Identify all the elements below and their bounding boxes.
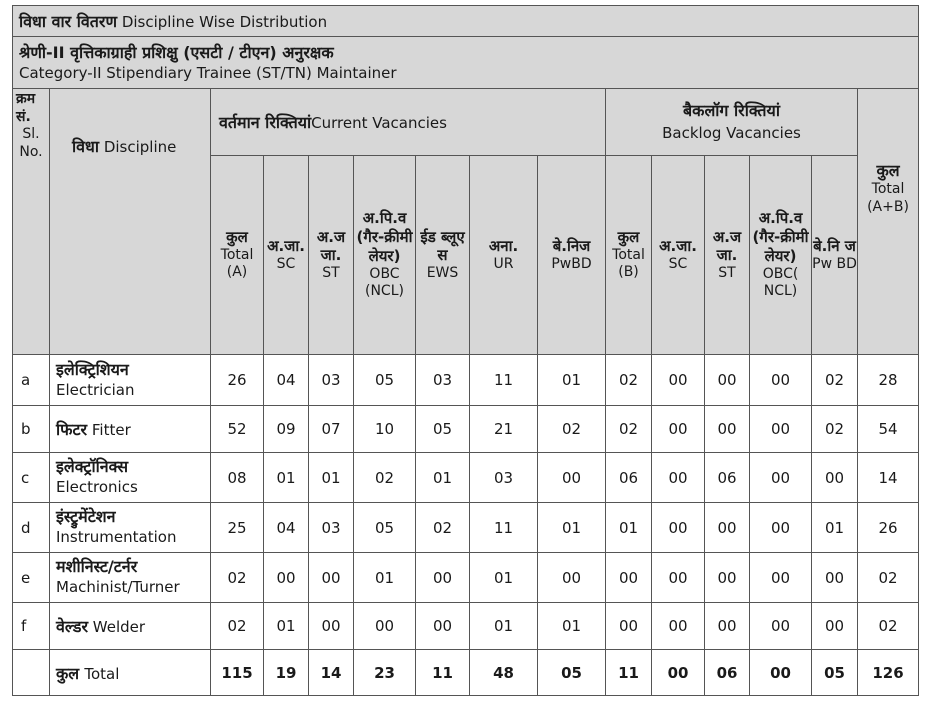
bl-col-english: Pw BD (812, 255, 857, 272)
row-value: 02 (812, 406, 858, 453)
cur-col-english: SC (276, 255, 296, 272)
cur-col-header (470, 156, 538, 355)
row-value: 52 (211, 406, 264, 453)
title-english: Discipline Wise Distribution (121, 13, 328, 31)
row-value: 05 (416, 406, 470, 453)
discipline-hindi: फिटर (56, 420, 88, 439)
total-value: 00 (652, 650, 705, 696)
total-label (50, 650, 211, 696)
row-sl: f (13, 603, 50, 650)
total-row (13, 650, 919, 696)
row-value: 00 (705, 553, 750, 603)
category-hindi: श्रेणी-II वृत्तिकाग्राही प्रशिक्षु (एसटी / टीएन) अनुरक्षक (19, 42, 334, 62)
row-value: 00 (606, 603, 652, 650)
bl-col-english: SC (668, 255, 688, 272)
row-value: 05 (354, 503, 416, 553)
cur-col-hindi: अ.जा. (267, 236, 305, 255)
row-value: 01 (538, 355, 606, 406)
discipline-hindi: इंस्ट्रुमेंटेशन (56, 507, 116, 527)
discipline-english: Machinist/Turner (56, 578, 180, 597)
row-value: 07 (309, 406, 354, 453)
total-value: 05 (812, 650, 858, 696)
row-value: 00 (750, 406, 812, 453)
row-value: 01 (812, 503, 858, 553)
cur-col-hindi: ईड ब्लूए स (420, 227, 465, 265)
discipline-english: Fitter (91, 421, 131, 439)
bl-col-header (750, 156, 812, 355)
row-discipline (50, 355, 211, 406)
total-value: 48 (470, 650, 538, 696)
row-value: 01 (470, 603, 538, 650)
distribution-table (12, 5, 919, 696)
row-value: 02 (211, 603, 264, 650)
bl-col-header (652, 156, 705, 355)
table-row (13, 503, 919, 553)
row-value: 00 (750, 553, 812, 603)
row-value: 06 (606, 453, 652, 503)
discipline-header-english: Discipline (103, 138, 177, 156)
discipline-english: Welder (92, 618, 146, 636)
row-value: 00 (705, 503, 750, 553)
total-value: 115 (211, 650, 264, 696)
bl-col-hindi: कुल (617, 228, 640, 247)
bl-col-english: ST (718, 265, 736, 281)
row-value: 00 (416, 603, 470, 650)
bl-col-hindi: अ.पि.व (गैर-क्रीमी लेयर) (752, 209, 809, 265)
bl-col-hindi: अ.ज जा. (712, 227, 742, 265)
row-value: 26 (211, 355, 264, 406)
discipline-hindi: वेल्डर (56, 617, 89, 636)
total-value: 11 (416, 650, 470, 696)
row-value: 00 (652, 453, 705, 503)
backlog-header-english: Backlog Vacancies (662, 123, 801, 142)
row-value: 00 (416, 553, 470, 603)
row-value: 00 (652, 603, 705, 650)
current-header-english: Current Vacancies (311, 114, 447, 132)
row-value: 00 (652, 553, 705, 603)
total-value: 23 (354, 650, 416, 696)
discipline-hindi: मशीनिस्ट/टर्नर (56, 557, 138, 577)
row-value: 01 (309, 453, 354, 503)
row-value: 00 (750, 355, 812, 406)
cur-col-english: OBC (NCL) (365, 265, 404, 300)
row-value: 03 (309, 355, 354, 406)
row-value: 02 (858, 553, 919, 603)
row-value: 25 (211, 503, 264, 553)
row-value: 00 (309, 553, 354, 603)
row-sl: a (13, 355, 50, 406)
row-value: 00 (309, 603, 354, 650)
table-row (13, 355, 919, 406)
row-value: 05 (354, 355, 416, 406)
row-value: 02 (211, 553, 264, 603)
row-value: 03 (416, 355, 470, 406)
row-value: 00 (264, 553, 309, 603)
bl-col-header (606, 156, 652, 355)
row-value: 01 (264, 603, 309, 650)
cur-col-header (211, 156, 264, 355)
total-value: 11 (606, 650, 652, 696)
row-value: 01 (354, 553, 416, 603)
row-value: 02 (606, 406, 652, 453)
row-sl: d (13, 503, 50, 553)
row-sl: b (13, 406, 50, 453)
row-value: 00 (606, 553, 652, 603)
row-value: 03 (470, 453, 538, 503)
cur-col-header (354, 156, 416, 355)
row-value: 01 (538, 603, 606, 650)
total-value: 14 (309, 650, 354, 696)
sl-header (13, 89, 50, 355)
row-value: 01 (538, 503, 606, 553)
sl-header-hindi: क्रम सं. (16, 91, 36, 125)
grand-total-hindi: कुल (876, 161, 900, 180)
row-value: 28 (858, 355, 919, 406)
discipline-english: Instrumentation (56, 528, 177, 547)
cur-col-hindi: अ.पि.व (गैर-क्रीमी लेयर) (356, 209, 413, 265)
bl-col-header (812, 156, 858, 355)
discipline-hindi: इलेक्ट्रिशियन (56, 359, 129, 379)
row-value: 01 (416, 453, 470, 503)
row-value: 54 (858, 406, 919, 453)
total-value: 05 (538, 650, 606, 696)
row-value: 02 (858, 603, 919, 650)
cur-col-header (309, 156, 354, 355)
bl-col-english: OBC( NCL) (762, 265, 799, 300)
title-cell (13, 6, 919, 37)
row-value: 21 (470, 406, 538, 453)
distribution-table-wrapper (12, 5, 918, 696)
row-discipline (50, 603, 211, 650)
discipline-header (50, 89, 211, 355)
row-discipline (50, 406, 211, 453)
discipline-english: Electrician (56, 380, 135, 399)
row-value: 09 (264, 406, 309, 453)
row-value: 01 (470, 553, 538, 603)
row-value: 04 (264, 503, 309, 553)
grand-total-header (858, 89, 919, 355)
row-value: 03 (309, 503, 354, 553)
row-value: 00 (705, 406, 750, 453)
row-value: 00 (705, 355, 750, 406)
sl-header-english: Sl. No. (19, 126, 43, 160)
total-value: 126 (858, 650, 919, 696)
row-value: 11 (470, 355, 538, 406)
table-row (13, 453, 919, 503)
bl-col-hindi: अ.जा. (659, 236, 697, 255)
header-row-1 (13, 89, 919, 156)
total-sl-blank (13, 650, 50, 696)
row-value: 02 (606, 355, 652, 406)
row-value: 00 (750, 503, 812, 553)
row-value: 00 (652, 503, 705, 553)
row-value: 02 (812, 355, 858, 406)
row-value: 00 (812, 553, 858, 603)
row-discipline (50, 503, 211, 553)
row-value: 02 (354, 453, 416, 503)
total-value: 19 (264, 650, 309, 696)
title-row (13, 6, 919, 37)
cur-col-english: ST (322, 265, 340, 281)
total-value: 06 (705, 650, 750, 696)
table-row (13, 553, 919, 603)
row-sl: e (13, 553, 50, 603)
row-sl: c (13, 453, 50, 503)
row-value: 14 (858, 453, 919, 503)
row-value: 00 (750, 603, 812, 650)
row-value: 01 (264, 453, 309, 503)
cur-col-english: UR (493, 255, 514, 272)
row-value: 00 (652, 406, 705, 453)
row-value: 00 (750, 453, 812, 503)
backlog-header-hindi: बैकलॉग रिक्तियां (683, 101, 780, 121)
bl-col-header (705, 156, 750, 355)
backlog-vacancies-header (606, 89, 858, 156)
total-hindi: कुल (56, 663, 80, 683)
title-hindi: विधा वार वितरण (19, 12, 118, 31)
row-value: 02 (416, 503, 470, 553)
row-value: 02 (538, 406, 606, 453)
table-row (13, 603, 919, 650)
cur-col-english: PwBD (551, 255, 592, 272)
total-english: Total (84, 664, 120, 683)
row-value: 08 (211, 453, 264, 503)
row-value: 11 (470, 503, 538, 553)
row-value: 04 (264, 355, 309, 406)
cur-col-hindi: अ.ज जा. (316, 227, 346, 265)
table-row (13, 406, 919, 453)
cur-col-english: Total (A) (220, 246, 254, 281)
bl-col-hindi: बे.नि ज (813, 236, 856, 255)
row-value: 00 (705, 603, 750, 650)
cur-col-header (538, 156, 606, 355)
row-value: 00 (652, 355, 705, 406)
total-value: 00 (750, 650, 812, 696)
row-discipline (50, 453, 211, 503)
category-cell (13, 37, 919, 89)
cur-col-header (416, 156, 470, 355)
discipline-header-hindi: विधा (72, 137, 100, 156)
grand-total-english: Total (A+B) (867, 181, 909, 215)
row-value: 06 (705, 453, 750, 503)
category-english: Category-II Stipendiary Trainee (ST/TN) Maintainer (19, 64, 397, 83)
row-value: 00 (538, 553, 606, 603)
category-row (13, 37, 919, 89)
row-value: 00 (812, 603, 858, 650)
row-discipline (50, 553, 211, 603)
row-value: 01 (606, 503, 652, 553)
bl-col-english: Total (B) (612, 246, 645, 281)
cur-col-english: EWS (426, 265, 459, 281)
current-header-hindi: वर्तमान रिक्तियां (219, 113, 312, 132)
row-value: 10 (354, 406, 416, 453)
discipline-english: Electronics (56, 478, 138, 497)
row-value: 00 (354, 603, 416, 650)
row-value: 00 (812, 453, 858, 503)
cur-col-hindi: अना. (488, 236, 519, 255)
current-vacancies-header (211, 89, 606, 156)
row-value: 00 (538, 453, 606, 503)
cur-col-hindi: बे.निज (552, 236, 591, 255)
cur-col-header (264, 156, 309, 355)
cur-col-hindi: कुल (226, 228, 248, 247)
discipline-hindi: इलेक्ट्रॉनिक्स (56, 457, 129, 477)
row-value: 26 (858, 503, 919, 553)
